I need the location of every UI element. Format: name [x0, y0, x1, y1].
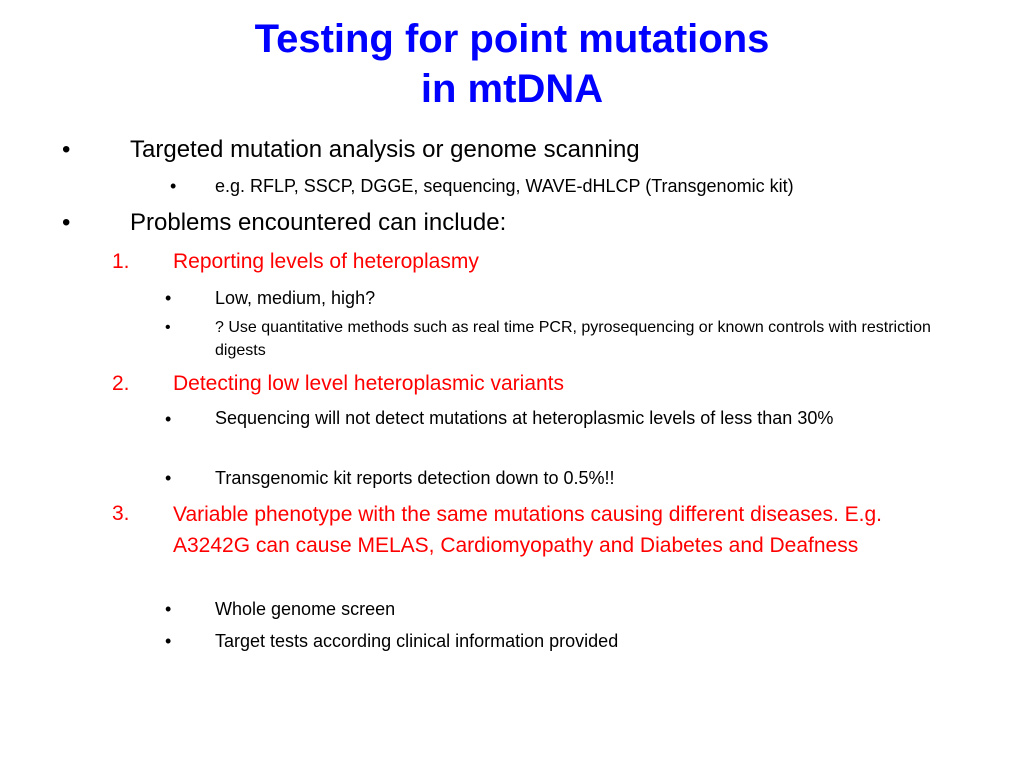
- sub-bullet-transgenomic-kit: Transgenomic kit reports detection down to 0.5%!!: [215, 468, 615, 488]
- title-line-2: in mtDNA: [420, 67, 604, 111]
- bullet-problems-encountered: Problems encountered can include:: [130, 209, 507, 236]
- numbered-item-1-number: 1.: [112, 250, 130, 273]
- sub-bullet-sequencing-detection: Sequencing will not detect mutations at heteroplasmic levels of less than 30%: [215, 408, 834, 428]
- bullet-icon: •: [170, 176, 177, 196]
- numbered-item-3-number: 3.: [112, 502, 130, 525]
- bullet-targeted-mutation-analysis: Targeted mutation analysis or genome scanning: [130, 136, 640, 163]
- bullet-icon: •: [62, 209, 71, 236]
- title-line-1: Testing for point mutations: [254, 17, 770, 61]
- sub-bullet-whole-genome-screen: Whole genome screen: [215, 599, 396, 619]
- numbered-item-1-text: Reporting levels of heteroplasmy: [173, 250, 479, 273]
- numbered-item-2-number: 2.: [112, 372, 130, 395]
- bullet-icon: •: [62, 136, 71, 163]
- bullet-icon: •: [165, 631, 172, 651]
- bullet-icon: •: [165, 468, 172, 488]
- sub-bullet-low-medium-high: Low, medium, high?: [215, 288, 376, 308]
- bullet-icon: •: [165, 319, 171, 336]
- bullet-methods-list: e.g. RFLP, SSCP, DGGE, sequencing, WAVE-dHLCP (Transgenomic kit): [215, 176, 794, 196]
- sub-bullet-target-tests: Target tests according clinical information provided: [215, 631, 619, 651]
- sub-bullet-quantitative-methods: ? Use quantitative methods such as real time PCR, pyrosequencing or known controls with restriction digests: [215, 319, 931, 359]
- slide-title: [0, 14, 1024, 114]
- numbered-item-3-text: Variable phenotype with the same mutations causing different diseases. E.g. A3242G can cause MELAS, Cardiomyopathy and Diabetes and Deafness: [173, 503, 882, 557]
- bullet-icon: •: [165, 409, 172, 429]
- bullet-icon: •: [165, 599, 172, 619]
- numbered-item-2-text: Detecting low level heteroplasmic variants: [173, 372, 565, 395]
- bullet-icon: •: [165, 288, 172, 308]
